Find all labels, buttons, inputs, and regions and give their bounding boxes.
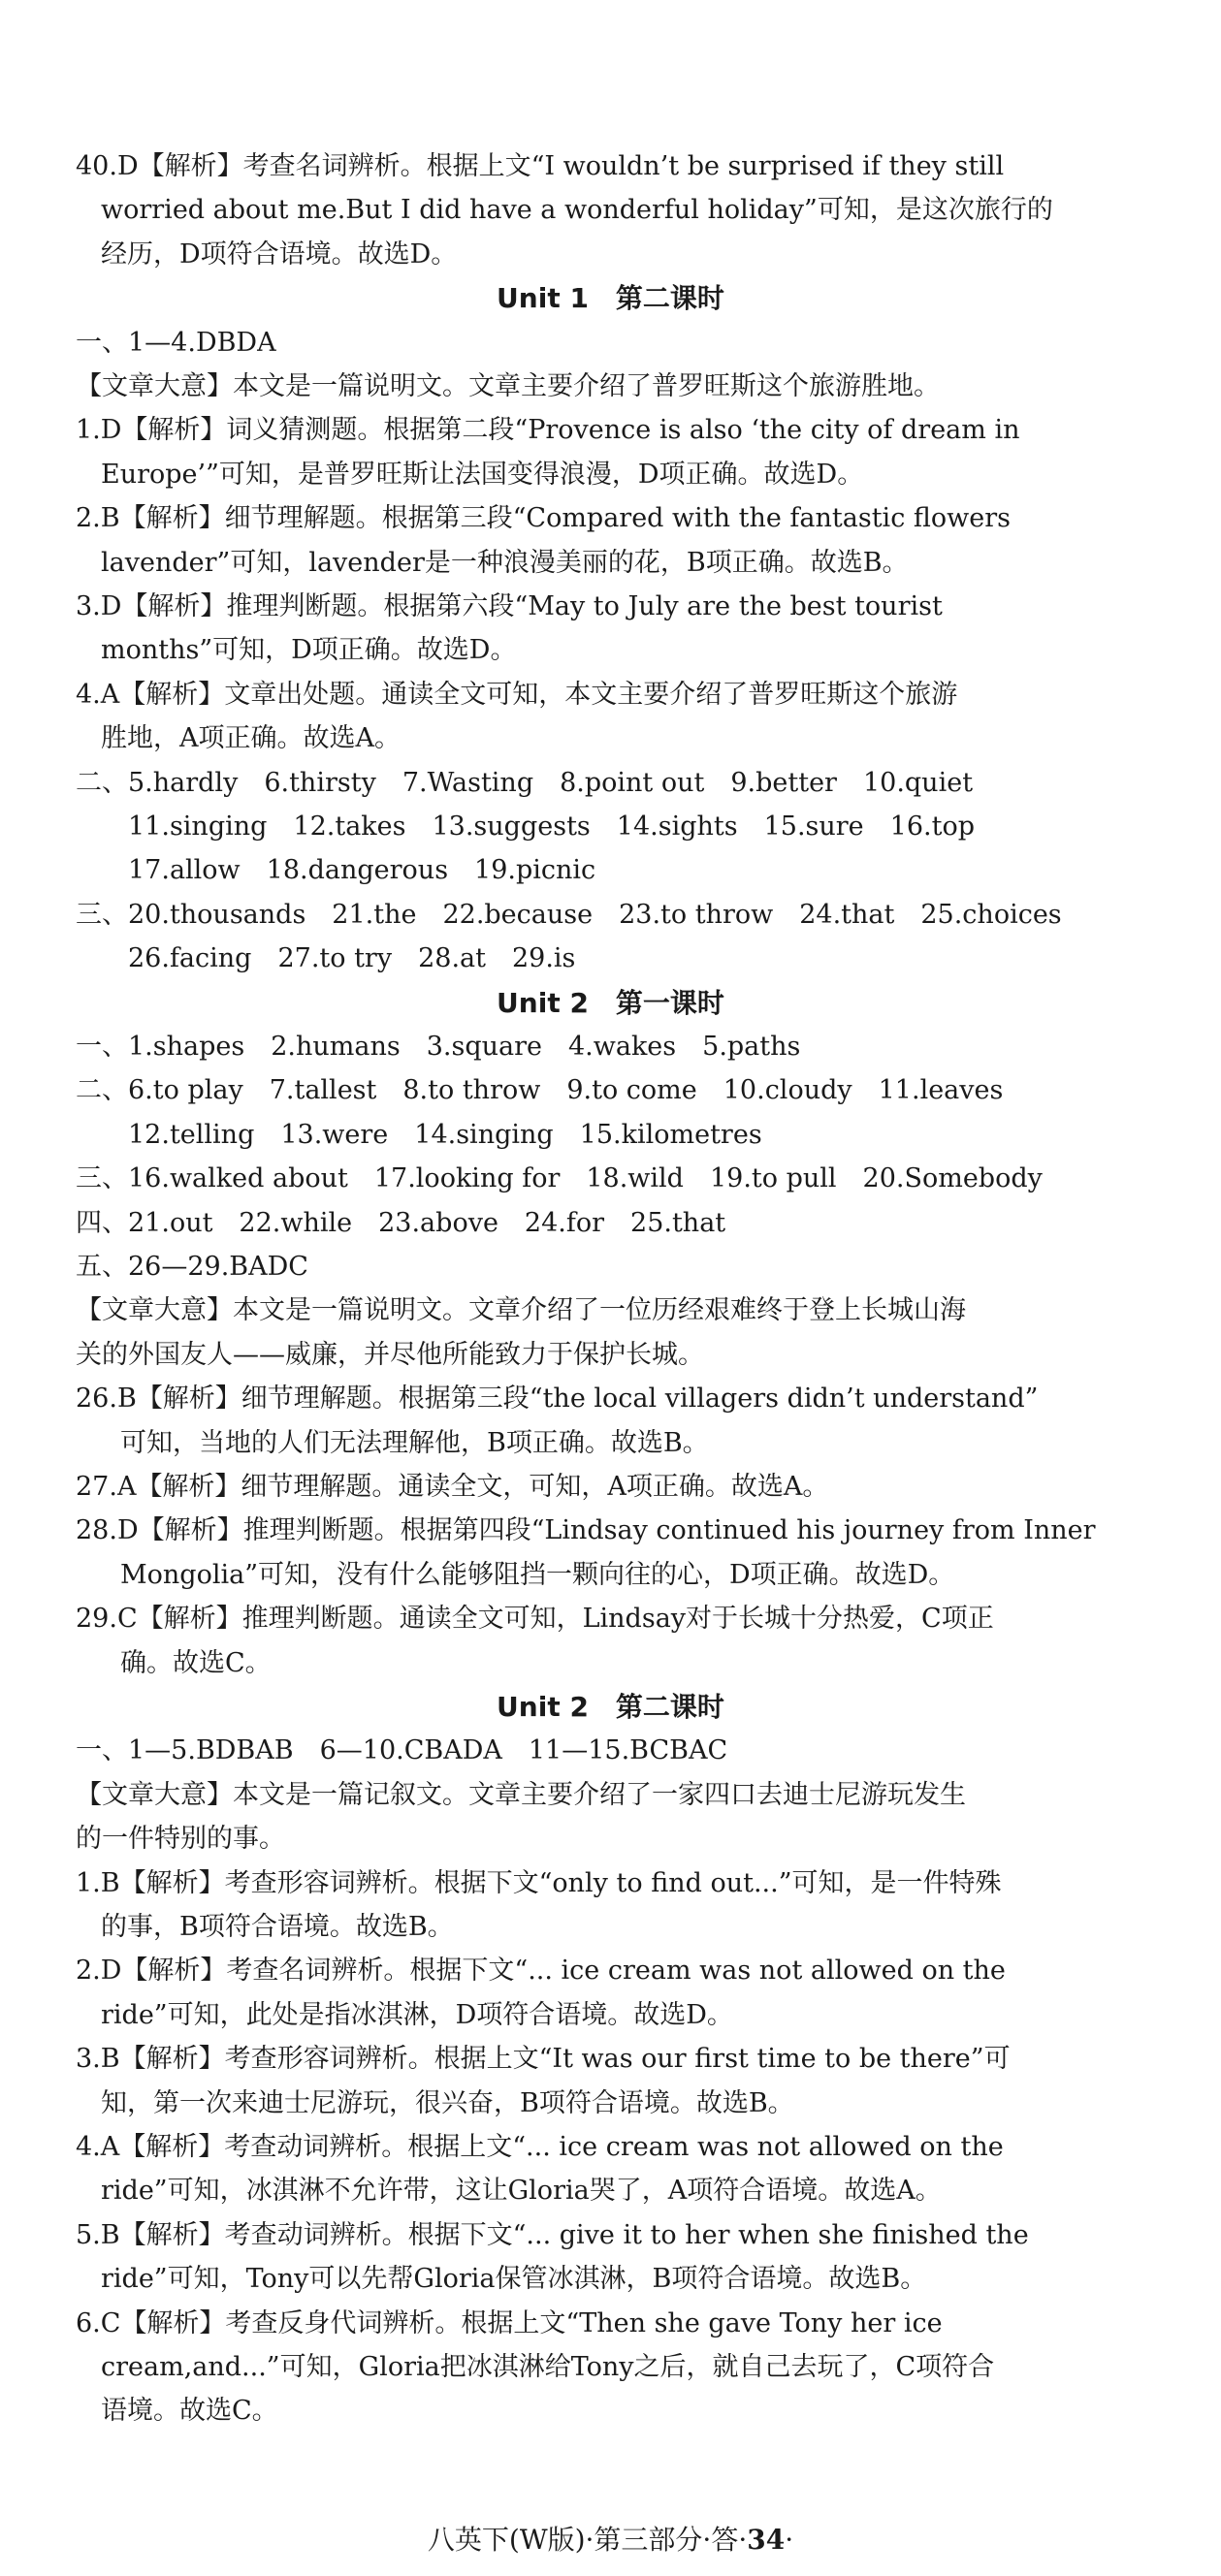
text-line: 可知，当地的人们无法理解他，B项正确。故选B。	[120, 1428, 709, 1458]
text-line: 知，第一次来迪士尼游玩，很兴奋，B项符合语境。故选B。	[101, 2088, 794, 2118]
text-line: 三、16.walked about 17.looking for 18.wild 19.to pull 20.Somebody	[76, 1163, 1043, 1193]
text-line: 四、21.out 22.while 23.above 24.for 25.that	[76, 1208, 726, 1238]
section-heading: Unit 1 第二课时	[497, 282, 724, 314]
text-line: 关的外国友人——威廉，并尽他所能致力于保护长城。	[76, 1340, 704, 1370]
text-line: 一、1.shapes 2.humans 3.square 4.wakes 5.paths	[76, 1032, 801, 1062]
text-line: 11.singing 12.takes 13.suggests 14.sights 15.sure 16.top	[128, 811, 975, 842]
text-line: 3.D【解析】推理判断题。根据第六段“May to July are the best tourist	[76, 591, 943, 621]
section-heading: Unit 2 第一课时	[497, 987, 724, 1019]
text-line: 28.D【解析】推理判断题。根据第四段“Lindsay continued his journey from Inner	[76, 1515, 1096, 1545]
text-line: 4.A【解析】文章出处题。通读全文可知，本文主要介绍了普罗旺斯这个旅游	[76, 680, 958, 710]
text-line: ride”可知，冰淇淋不允许带，这让Gloria哭了，A项符合语境。故选A。	[101, 2176, 942, 2206]
footer-text: 八英下(W版)·第三部分·答·	[427, 2524, 748, 2556]
text-line: 26.B【解析】细节理解题。根据第三段“the local villagers didn’t understand”	[76, 1383, 1039, 1414]
text-line: cream,and...”可知，Gloria把冰淇淋给Tony之后，就自己去玩了，C项符合	[101, 2352, 995, 2382]
text-line: 【文章大意】本文是一篇说明文。文章主要介绍了普罗旺斯这个旅游胜地。	[76, 371, 940, 401]
text-line: Mongolia”可知，没有什么能够阻挡一颗向往的心，D项正确。故选D。	[120, 1560, 955, 1590]
text-line: 一、1—4.DBDA	[76, 328, 276, 358]
text-line: 三、20.thousands 21.the 22.because 23.to throw 24.that 25.choices	[76, 900, 1062, 930]
text-line: 26.facing 27.to try 28.at 29.is	[128, 943, 576, 973]
text-line: 1.D【解析】词义猜测题。根据第二段“Provence is also ‘the city of dream in	[76, 415, 1020, 445]
text-line: 5.B【解析】考查动词辨析。根据下文“... give it to her when she finished the	[76, 2220, 1029, 2250]
text-line: 40.D【解析】考查名词辨析。根据上文“I wouldn’t be surprised if they still	[76, 151, 1005, 181]
text-line: lavender”可知，lavender是一种浪漫美丽的花，B项正确。故选B。	[101, 548, 909, 578]
text-line: 29.C【解析】推理判断题。通读全文可知，Lindsay对于长城十分热爱，C项正	[76, 1604, 994, 1634]
text-line: months”可知，D项正确。故选D。	[101, 635, 517, 665]
text-line: Europe’”可知，是普罗旺斯让法国变得浪漫，D项正确。故选D。	[101, 460, 864, 490]
text-line: 2.B【解析】细节理解题。根据第三段“Compared with the fantastic flowers	[76, 503, 1012, 533]
text-line: 语境。故选C。	[101, 2396, 278, 2426]
text-line: 12.telling 13.were 14.singing 15.kilometres	[128, 1120, 762, 1150]
page-number: 34	[747, 2524, 786, 2556]
text-line: 2.D【解析】考查名词辨析。根据下文“... ice cream was not allowed on the	[76, 1956, 1006, 1986]
text-line: 确。故选C。	[120, 1648, 272, 1678]
page-footer	[0, 2523, 1221, 2558]
text-line: 二、5.hardly 6.thirsty 7.Wasting 8.point out 9.better 10.quiet	[76, 768, 974, 798]
text-line: 胜地，A项正确。故选A。	[101, 723, 401, 753]
text-line: 的事，B项符合语境。故选B。	[101, 1912, 454, 1942]
text-line: 二、6.to play 7.tallest 8.to throw 9.to come 10.cloudy 11.leaves	[76, 1075, 1004, 1105]
text-line: 的一件特别的事。	[76, 1824, 285, 1854]
text-line: ride”可知，此处是指冰淇淋，D项符合语境。故选D。	[101, 2000, 733, 2030]
text-line: 3.B【解析】考查形容词辨析。根据上文“It was our first time to be there”可	[76, 2044, 1011, 2074]
text-line: 6.C【解析】考查反身代词辨析。根据上文“Then she gave Tony her ice	[76, 2308, 943, 2338]
text-line: 【文章大意】本文是一篇说明文。文章介绍了一位历经艰难终于登上长城山海	[76, 1295, 966, 1325]
section-heading: Unit 2 第二课时	[497, 1691, 724, 1723]
text-line: ride”可知，Tony可以先帮Gloria保管冰淇淋，B项符合语境。故选B。	[101, 2264, 927, 2294]
text-line: 17.allow 18.dangerous 19.picnic	[128, 855, 596, 885]
text-line: 27.A【解析】细节理解题。通读全文，可知，A项正确。故选A。	[76, 1472, 829, 1502]
text-line: 五、26—29.BADC	[76, 1252, 308, 1282]
text-line: 一、1—5.BDBAB 6—10.CBADA 11—15.BCBAC	[76, 1735, 728, 1765]
text-line: 经历，D项符合语境。故选D。	[101, 239, 458, 270]
text-line: worried about me.But I did have a wonderful holiday”可知，是这次旅行的	[101, 195, 1053, 225]
text-line: 【文章大意】本文是一篇记叙文。文章主要介绍了一家四口去迪士尼游玩发生	[76, 1780, 966, 1810]
text-line: 1.B【解析】考查形容词辨析。根据下文“only to find out...”可知，是一件特殊	[76, 1868, 1002, 1898]
footer-tail: ·	[785, 2524, 794, 2556]
text-line: 4.A【解析】考查动词辨析。根据上文“... ice cream was not allowed on the	[76, 2132, 1004, 2162]
